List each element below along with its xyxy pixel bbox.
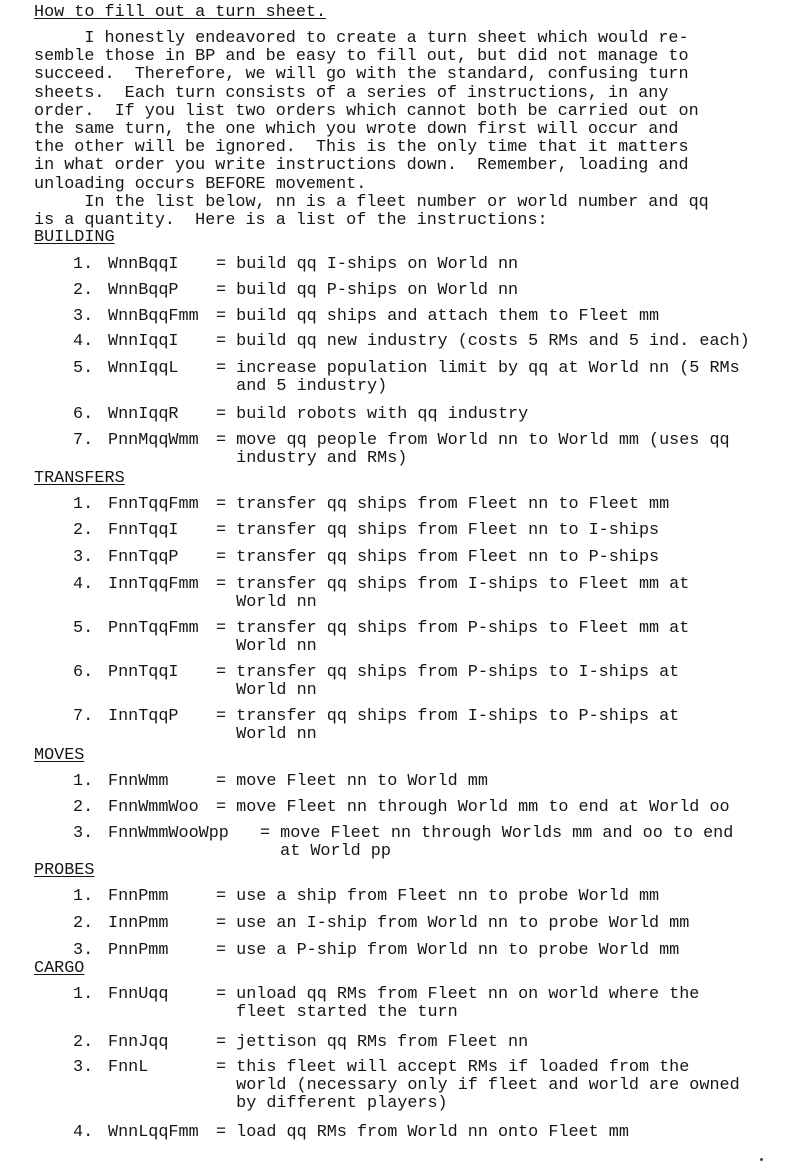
- instruction-code: FnnTqqI: [108, 521, 179, 540]
- instruction-code: WnnIqqL: [108, 359, 179, 378]
- document-title: How to fill out a turn sheet.: [34, 3, 327, 22]
- instruction-description: [216, 406, 796, 424]
- instruction-code: WnnBqqI: [108, 255, 179, 274]
- item-number: 2.: [73, 281, 94, 300]
- item-number: 4.: [73, 332, 94, 351]
- section-heading-moves: MOVES: [34, 746, 85, 765]
- instruction-description: [216, 1124, 796, 1142]
- paper-speck: [760, 1158, 763, 1161]
- description-line: = build robots with qq industry: [216, 405, 529, 424]
- description-line: = transfer qq ships from P-ships to Fleet mm at: [216, 619, 690, 638]
- intro-line: the other will be ignored. This is the only time that it matters: [34, 138, 689, 158]
- item-number: 3.: [73, 824, 94, 843]
- item-number: 2.: [73, 798, 94, 817]
- item-number: 4.: [73, 1123, 94, 1142]
- item-number: 1.: [73, 985, 94, 1004]
- section-heading-building: BUILDING: [34, 228, 115, 247]
- instruction-code: WnnLqqFmm: [108, 1123, 199, 1142]
- item-number: 3.: [73, 548, 94, 567]
- item-number: 2.: [73, 1033, 94, 1052]
- description-line: World nn: [216, 681, 317, 700]
- instruction-description: [216, 986, 796, 1022]
- item-number: 1.: [73, 887, 94, 906]
- intro-line: In the list below, nn is a fleet number or world number and qq: [34, 192, 709, 212]
- intro-line: semble those in BP and be easy to fill out, but did not manage to: [34, 47, 689, 67]
- item-number: 7.: [73, 431, 94, 450]
- item-number: 5.: [73, 359, 94, 378]
- instruction-code: FnnWmmWoo: [108, 798, 199, 817]
- item-number: 6.: [73, 663, 94, 682]
- instruction-code: InnTqqP: [108, 707, 179, 726]
- description-line: = move qq people from World nn to World mm (uses qq: [216, 431, 730, 450]
- description-line: = this fleet will accept RMs if loaded from the: [216, 1058, 690, 1077]
- description-line: by different players): [216, 1094, 448, 1113]
- description-line: = use an I-ship from World nn to probe World mm: [216, 914, 690, 933]
- instruction-description: [216, 308, 796, 326]
- description-line: = transfer qq ships from Fleet nn to P-ships: [216, 548, 660, 567]
- description-line: World nn: [216, 725, 317, 744]
- item-number: 2.: [73, 914, 94, 933]
- instruction-code: FnnPmm: [108, 887, 169, 906]
- instruction-code: FnnL: [108, 1058, 149, 1077]
- description-line: = transfer qq ships from I-ships to Fleet mm at: [216, 575, 690, 594]
- instruction-description: [260, 825, 800, 861]
- description-line: = transfer qq ships from Fleet nn to Fleet mm: [216, 495, 670, 514]
- instruction-code: FnnJqq: [108, 1033, 169, 1052]
- description-line: at World pp: [260, 842, 391, 861]
- item-number: 4.: [73, 575, 94, 594]
- section-heading-cargo: CARGO: [34, 959, 85, 978]
- item-number: 3.: [73, 941, 94, 960]
- instruction-code: FnnWmmWooWpp: [108, 824, 229, 843]
- instruction-description: [216, 1034, 796, 1052]
- section-heading-probes: PROBES: [34, 861, 95, 880]
- instruction-code: WnnIqqR: [108, 405, 179, 424]
- description-line: = increase population limit by qq at World nn (5 RMs: [216, 359, 740, 378]
- instruction-description: [216, 664, 796, 700]
- instruction-description: [216, 522, 796, 540]
- instruction-description: [216, 360, 796, 396]
- instruction-code: PnnTqqI: [108, 663, 179, 682]
- intro-line: unloading occurs BEFORE movement.: [34, 174, 367, 194]
- description-line: World nn: [216, 637, 317, 656]
- description-line: = move Fleet nn to World mm: [216, 772, 488, 791]
- instruction-code: PnnPmm: [108, 941, 169, 960]
- description-line: world (necessary only if fleet and world are owned: [216, 1076, 740, 1095]
- description-line: = transfer qq ships from Fleet nn to I-ships: [216, 521, 660, 540]
- instruction-description: [216, 1059, 796, 1113]
- description-line: = build qq new industry (costs 5 RMs and 5 ind. each): [216, 332, 750, 351]
- description-line: = move Fleet nn through Worlds mm and oo to end: [260, 824, 734, 843]
- instruction-description: [216, 256, 796, 274]
- instruction-description: [216, 799, 796, 817]
- intro-line: succeed. Therefore, we will go with the standard, confusing turn: [34, 65, 689, 85]
- intro-line: the same turn, the one which you wrote down first will occur and: [34, 120, 679, 140]
- instruction-code: WnnBqqFmm: [108, 307, 199, 326]
- description-line: World nn: [216, 593, 317, 612]
- description-line: = use a P-ship from World nn to probe World mm: [216, 941, 680, 960]
- instruction-code: InnTqqFmm: [108, 575, 199, 594]
- item-number: 1.: [73, 255, 94, 274]
- instruction-description: [216, 282, 796, 300]
- intro-line: in what order you write instructions down. Remember, loading and: [34, 156, 689, 176]
- description-line: = transfer qq ships from P-ships to I-ships at: [216, 663, 680, 682]
- instruction-description: [216, 942, 796, 960]
- description-line: industry and RMs): [216, 449, 408, 468]
- description-line: = build qq ships and attach them to Fleet mm: [216, 307, 660, 326]
- item-number: 5.: [73, 619, 94, 638]
- instruction-code: InnPmm: [108, 914, 169, 933]
- item-number: 7.: [73, 707, 94, 726]
- instruction-code: WnnIqqI: [108, 332, 179, 351]
- instruction-description: [216, 888, 796, 906]
- instruction-code: FnnWmm: [108, 772, 169, 791]
- instruction-code: PnnTqqFmm: [108, 619, 199, 638]
- intro-text: [34, 30, 794, 230]
- instruction-description: [216, 915, 796, 933]
- instruction-code: PnnMqqWmm: [108, 431, 199, 450]
- instruction-description: [216, 496, 796, 514]
- item-number: 1.: [73, 495, 94, 514]
- instruction-description: [216, 620, 796, 656]
- instruction-code: FnnUqq: [108, 985, 169, 1004]
- instruction-description: [216, 773, 796, 791]
- item-number: 1.: [73, 772, 94, 791]
- item-number: 3.: [73, 1058, 94, 1077]
- intro-line: sheets. Each turn consists of a series of instructions, in any: [34, 83, 669, 103]
- item-number: 6.: [73, 405, 94, 424]
- description-line: = move Fleet nn through World mm to end at World oo: [216, 798, 730, 817]
- description-line: = build qq I-ships on World nn: [216, 255, 519, 274]
- item-number: 2.: [73, 521, 94, 540]
- description-line: = build qq P-ships on World nn: [216, 281, 519, 300]
- item-number: 3.: [73, 307, 94, 326]
- instruction-code: FnnTqqP: [108, 548, 179, 567]
- description-line: = unload qq RMs from Fleet nn on world where the: [216, 985, 700, 1004]
- description-line: and 5 industry): [216, 377, 388, 396]
- description-line: fleet started the turn: [216, 1003, 458, 1022]
- intro-line: is a quantity. Here is a list of the instructions:: [34, 211, 548, 231]
- intro-paragraph-1: [34, 30, 794, 194]
- description-line: = jettison qq RMs from Fleet nn: [216, 1033, 529, 1052]
- description-line: = use a ship from Fleet nn to probe World mm: [216, 887, 660, 906]
- description-line: = load qq RMs from World nn onto Fleet mm: [216, 1123, 629, 1142]
- instruction-code: WnnBqqP: [108, 281, 179, 300]
- instruction-description: [216, 576, 796, 612]
- instruction-code: FnnTqqFmm: [108, 495, 199, 514]
- instruction-description: [216, 432, 796, 468]
- intro-paragraph-2: [34, 194, 794, 230]
- intro-line: I honestly endeavored to create a turn sheet which would re-: [34, 29, 689, 48]
- intro-line: order. If you list two orders which cannot both be carried out on: [34, 101, 699, 121]
- instruction-description: [216, 549, 796, 567]
- section-heading-transfers: TRANSFERS: [34, 469, 125, 488]
- description-line: = transfer qq ships from I-ships to P-ships at: [216, 707, 680, 726]
- instruction-description: [216, 708, 796, 744]
- instruction-description: [216, 333, 796, 351]
